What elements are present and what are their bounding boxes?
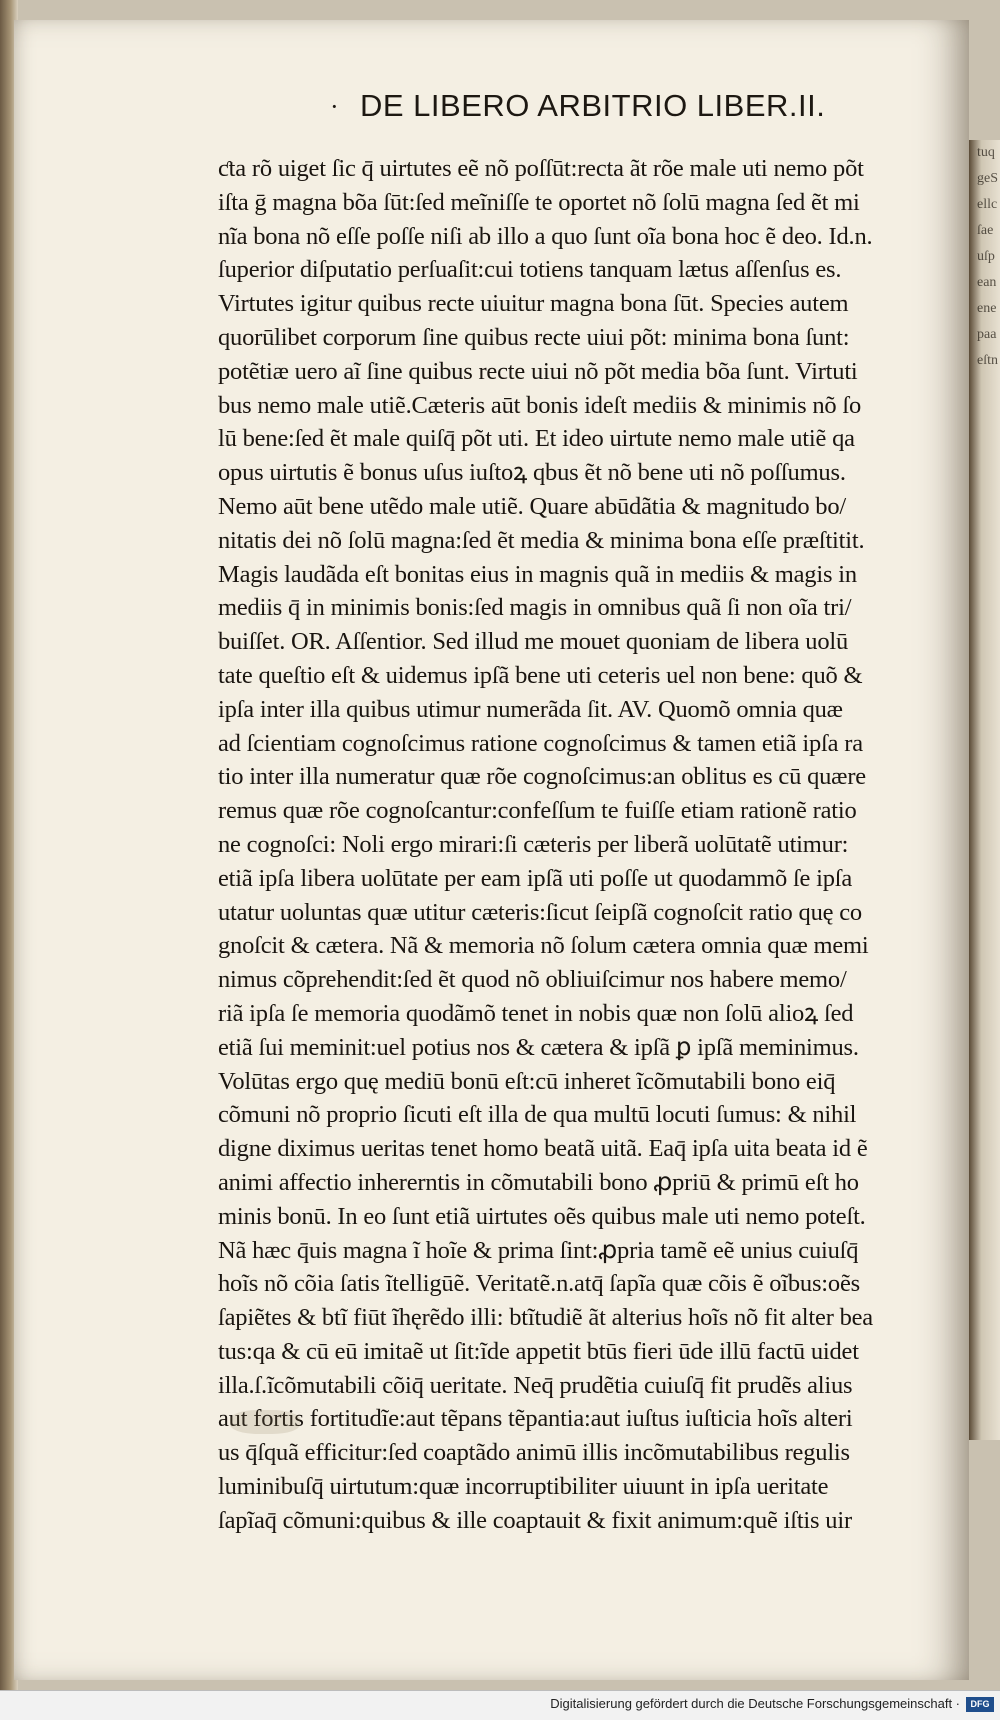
text-line: animi affectio inhererntis in cõmutabili bono ꝓpriū & primū eſt ho (218, 1168, 859, 1196)
text-line: cõmuni nõ proprio ſicuti eſt illa de qua multū locuti ſumus: & nihil (218, 1101, 857, 1129)
text-line: etiã ſui meminit:uel potius nos & cætera & ipſã ꝑ ipſã meminimus. (218, 1033, 859, 1061)
text-line: luminibuſq̄ uirtutum:quæ incorruptibiliter uiuunt in ipſa ueritate (218, 1473, 829, 1501)
text-line: opus uirtutis ẽ bonus uſus iuſtoꝝ qbus ẽt nõ bene uti nõ poſſumus. (218, 459, 846, 487)
text-line: tate queſtio eſt & uidemus ipſã bene uti ceteris uel non bene: quõ & (218, 661, 863, 689)
text-line: remus quæ rõe cognoſcantur:confeſſum te fuiſſe etiam rationẽ ratio (218, 797, 857, 825)
text-line: ſapĩaq̄ cõmuni:quibus & ille coaptauit & fixit animum:quẽ iſtis uir (218, 1506, 852, 1534)
text-line: nitatis dei nõ ſolū magna:ſed ẽt media & minima bona eſſe præſtitit. (218, 526, 865, 554)
dfg-logo-icon: DFG (966, 1697, 994, 1712)
text-line: ad ſcientiam cognoſcimus ratione cognoſcimus & tamen etiã ipſa ra (218, 729, 863, 757)
text-line: us q̄ſquã efficitur:ſed coaptãdo animū illis incõmutabilibus regulis (218, 1439, 850, 1467)
text-line: ſuperior diſputatio perſuaſit:cui totiens tanquam lætus aſſenſus es. (218, 256, 842, 284)
text-line: Volūtas ergo quę mediū bonū eſt:cū inheret ĩcõmutabili bono eiq̄ (218, 1067, 836, 1095)
text-line: lū bene:ſed ẽt male quiſq̄ põt uti. Et ideo uirtute nemo male utiẽ qa (218, 425, 855, 453)
text-line: ƈta rõ uiget ſic q̄ uirtutes eẽ nõ poſſūt:recta ãt rõe male uti nemo põt (218, 155, 864, 182)
text-line: iſta ḡ magna bõa ſūt:ſed meĩniſſe te oportet nõ ſolū magna ſed ẽt mi (218, 188, 860, 216)
footer-bar (0, 1690, 1000, 1720)
text-line: digne diximus ueritas tenet homo beatã uitã. Eaq̄ ipſa uita beata id ẽ (218, 1135, 868, 1163)
text-line: ne cognoſci: Noli ergo mirari:ſi cæteris per liberã uolūtatẽ utimur: (218, 830, 849, 858)
text-line: riã ipſa ſe memoria quodãmõ tenet in nobis quæ non ſolū alioꝝ ſed (218, 999, 854, 1027)
text-line: tus:qa & cū eū imitaẽ ut ſit:ĩde appetit btūs fieri ūde illū factū uidet (218, 1337, 859, 1365)
text-line: ſapiẽtes & btĩ fiūt ĩhęrẽdo illi: btĩtudiẽ ãt alterius hoĩs nõ fit alter bea (218, 1304, 873, 1332)
text-line: utatur uoluntas quæ utitur cæteris:ſicut ſeipſã cognoſcit ratio quę co (218, 898, 862, 926)
body-text (218, 152, 918, 1538)
running-head-dot: · (330, 92, 339, 121)
text-line: illa.ſ.ĩcõmutabili cõiq̄ ueritate. Neq̄ prudẽtia cuiuſq̄ fit prudẽs alius (218, 1371, 853, 1399)
text-line: minis bonū. In eo ſunt etiã uirtutes oẽs quibus male uti nemo poteſt. (218, 1202, 866, 1230)
text-line: hoĩs nõ cõia ſatis ĩtelligūẽ. Veritatẽ.n.atq̄ ſapĩa quæ cõis ẽ oĩbus:oẽs (218, 1270, 860, 1298)
text-line: tio inter illa numeratur quæ rõe cognoſcimus:an oblitus es cū quære (218, 763, 866, 791)
text-line: buiſſet. OR. Aſſentior. Sed illud me mouet quoniam de libera uolū (218, 628, 849, 656)
text-line: quorūlibet corporum ſine quibus recte uiui põt: minima bona ſunt: (218, 323, 850, 351)
text-line: Virtutes igitur quibus recte uiuitur magna bona ſūt. Species autem (218, 290, 849, 318)
text-line: nimus cõprehendit:ſed ẽt quod nõ obliuiſcimur nos habere memo/ (218, 966, 847, 994)
running-head: DE LIBERO ARBITRIO LIBER.II. (360, 88, 826, 123)
text-line: Nã hæc q̄uis magna ĩ hoĩe & prima ſint:ꝓpria tamẽ eẽ unius cuiuſq̄ (218, 1236, 859, 1264)
paper-stain (230, 1410, 300, 1434)
text-line: nĩa bona nõ eſſe poſſe niſi ab illo a quo ſunt oĩa bona hoc ẽ deo. Id.n. (218, 222, 873, 250)
text-line: etiã ipſa libera uolūtate per eam ipſã uti poſſe ut quodammõ ſe ipſa (218, 864, 853, 892)
text-line: gnoſcit & cætera. Nã & memoria nõ ſolum cætera omnia quæ memi (218, 932, 869, 960)
text-line: mediis q̄ in minimis bonis:ſed magis in omnibus quã ſi non oĩa tri/ (218, 594, 852, 622)
text-line: bus nemo male utiẽ.Cæteris aūt bonis ideſt mediis & minimis nõ ſo (218, 391, 862, 419)
text-line: ipſa inter illa quibus utimur numerãda ſit. AV. Quomõ omnia quæ (218, 695, 843, 723)
facing-page-edge (969, 140, 1000, 1440)
text-line: aut fortis fortitudĩe:aut tẽpans tẽpantia:aut iuſtus iuſticia hoĩs alteri (218, 1405, 853, 1433)
text-line: potẽtiæ uero aĩ ſine quibus recte uiui nõ põt media bõa ſunt. Virtuti (218, 357, 858, 385)
text-line: Nemo aūt bene utẽdo male utiẽ. Quare abūdãtia & magnitudo bo/ (218, 492, 847, 520)
facing-page-text: tuqgeSellcſaeuſpeanenepaaeſtn (977, 145, 998, 368)
footer-credit: Digitalisierung gefördert durch die Deutsche Forschungsgemeinschaft · (550, 1696, 960, 1711)
text-line: Magis laudãda eſt bonitas eius in magnis quã in mediis & magis in (218, 560, 857, 588)
